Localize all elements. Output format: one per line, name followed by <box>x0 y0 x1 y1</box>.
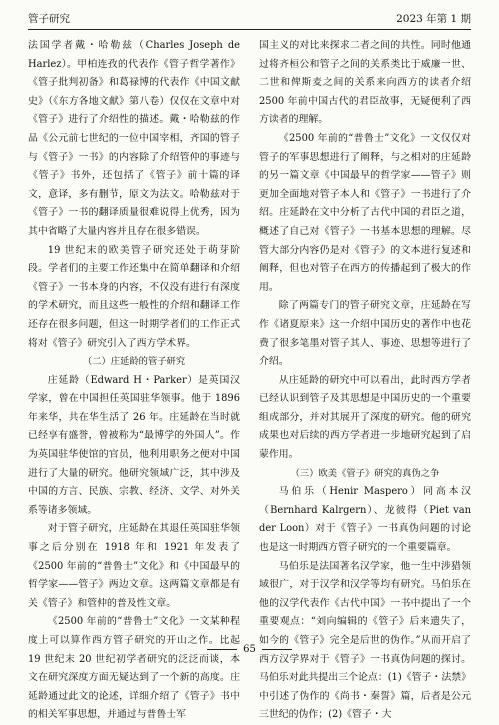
section-heading: （二）庄延龄的管子研究 <box>82 356 186 368</box>
right-column <box>259 37 471 725</box>
footer-dash-left <box>207 649 237 650</box>
footer-dash-right <box>262 649 292 650</box>
page-footer <box>0 644 499 655</box>
paragraph: 从庄延龄的研究中可以看出，此时西方学者已经认识到管子及其思想是中国历史的一个重要组成部分，并对其展开了深度的研究。他的研究成果也对后续的西方学者进一步地研究起到了启蒙作用。 <box>259 374 471 461</box>
paragraph: 《2500 年前的“普鲁士”文化》一文某种程度上可以算作西方管子研究的开山之作。比起 19 世纪末 20 世纪初学者研究的泛泛而谈，本文在研究深度方面无疑达到了一个新的高度。庄延龄通过此文的论述，详细介绍了《管子》书中的相关军事思想，并通过与普鲁士军 <box>28 616 240 721</box>
left-column <box>28 37 240 725</box>
journal-title: 管子研究 <box>28 13 70 25</box>
header-rule <box>28 29 471 30</box>
running-head <box>28 10 471 26</box>
paragraph: 对于管子研究，庄延龄在其退任英国驻华领事之后分别在 1918 年和 1921 年发表了《2500 年前的“普鲁士”文化》和《中国最早的哲学家——管子》两边文章。这两篇文章都是有关《管子》和管仲的普及性文章。 <box>28 523 240 609</box>
paragraph: 除了两篇专门的管子研究文章，庄延龄在写作《诸夏原来》这一介绍中国历史的著作中也花费了很多笔墨对管子其人、事迹、思想等进行了介绍。 <box>259 300 471 368</box>
paragraph: 《2500 年前的“普鲁士”文化》一文仅仅对管子的军事思想进行了阐释，与之相对的庄延龄的另一篇文章《中国最早的哲学家——管子》则更加全面地对管子本人和《管子》一书进行了介绍。庄延龄在文中分析了古代中国的君臣之道，概述了自己对《管子》一书基本思想的理解。尽管大部分内容仍是对《管子》的文本进行复述和阐释，但也对管子在西方的传播起到了极大的作用。 <box>259 132 471 293</box>
paragraph: 庄延龄（Edward H・Parker）是英国汉学家，曾在中国担任英国驻华领事。他于 1896 年来华，共在华生活了 26 年。庄延龄在当时就已经享有盛誉，曾被称为“最博学的外国人”。作为英国驻华使馆的官员，他利用职务之便对中国进行了大量的研究。他研究领域广泛，其中涉及中国的方言、民族、宗教、经济、文学、对外关系等诸多领域。 <box>28 374 240 516</box>
paragraph: 国主义的对比来探求二者之间的共性。同时他通过将齐桓公和管子之间的关系类比于威廉一世、二世和俾斯麦之间的关系来向西方的读者介绍 2500 年前中国古代的君臣故事，无疑便利了西方读者的理解。 <box>259 40 471 126</box>
paragraph: 马伯乐是法国著名汉学家，他一生中涉猎领域很广，对于汉学和汉学等均有研究。马伯乐在他的汉学代表作《古代中国》一书中提出了一个重要观点：“刘向编辑的《管子》后来遗失了，如今的《管子》完全是后世的伪作。”从而开启了西方汉学界对于《管子》一书真伪问题的探讨。马伯乐对此共提出三个论点：(1)《管子・法禁》中引述了伪作的《尚书・秦誓》篇，后者是公元三世纪的伪作；(2)《管子・大 <box>259 560 471 721</box>
paragraph: 19 世纪末的欧美管子研究还处于萌芽阶段。学者们的主要工作还集中在简单翻译和介绍《管子》一书本身的内容，不仅没有进行有深度的学术研究，而且这些一般性的介绍和翻译工作还存在很多问题，但这一时期学者们的工作正式将对《管子》研究引入了西方学术界。 <box>28 244 240 349</box>
paragraph: 马伯乐（Henir Maspero）同高本汉（Bernhard Kalrgern）、龙彼得（Piet van der Loon）对于《管子》一书真伪问题的讨论也是这一时期西方管子研究的一个重要篇章。 <box>259 486 471 554</box>
paragraph: 法国学者戴・哈勒兹（Charles Joseph de Harlez）。甲柏连孜的代表作《管子哲学著作》《管子批判初备》和葛禄博的代表作《中国文献史》（《东方各地文献》第八卷）仅仅在文章中对《管子》进行了介绍性的描述。戴・哈勒兹的作品《公元前七世纪的一位中国宰相，齐国的管子与《管子》一书》的内容除了介绍管仲的事迹与《管子》书外，还包括了《管子》前十篇的译文，意译，多有删节，原文为法文。哈勒兹对于《管子》一书的翻译质量很难说得上优秀，因为其中省略了大量内容并且存在很多错误。 <box>28 40 240 237</box>
section-heading: （三）欧美《管子》研究的真伪之争 <box>290 467 440 479</box>
page-number: 65 <box>243 644 256 655</box>
issue-label: 2023 年第 1 期 <box>396 13 471 25</box>
